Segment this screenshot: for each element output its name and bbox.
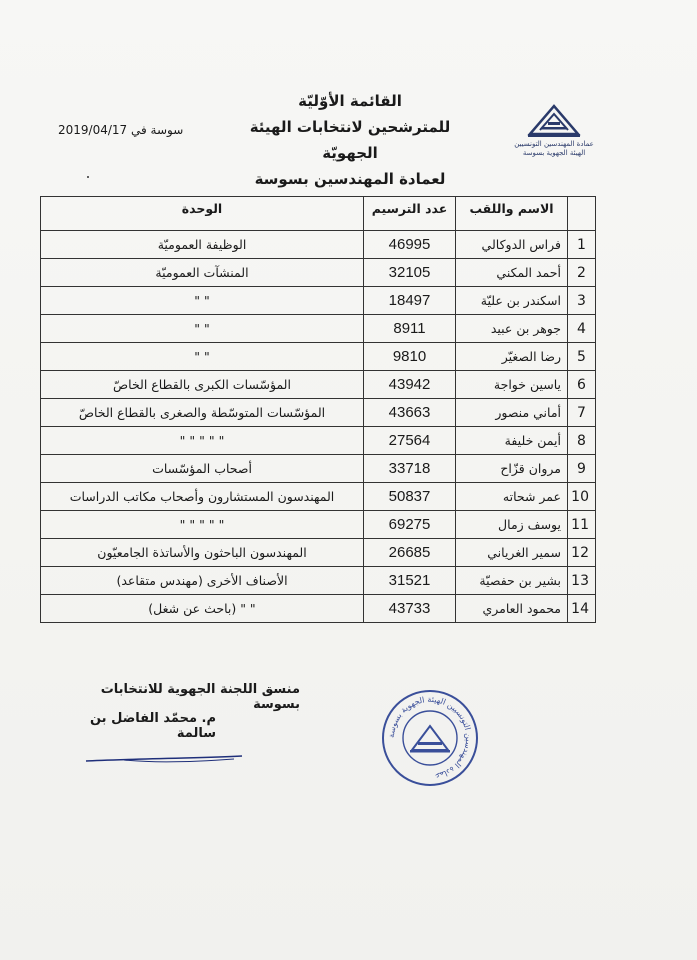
table-row [41,231,596,259]
date-prefix: سوسة في [131,123,184,137]
registration-number: 43942 [364,371,456,399]
row-number: 12 [568,539,596,567]
row-number: 3 [568,287,596,315]
row-number: 8 [568,427,596,455]
coordinator-name: م. محمّد الفاضل بن سالمة [89,711,216,741]
table-row [41,595,596,623]
unit-category: المهندسون المستشارون وأصحاب مكاتب الدراسات [41,483,364,511]
candidate-name: جوهر بن عبيد [456,315,568,343]
row-number: 13 [568,567,596,595]
title-line-2: للمترشحين لانتخابات الهيئة الجهويّة [249,118,451,162]
official-stamp [380,688,480,788]
unit-category: " " " " " [41,511,364,539]
row-number: 11 [568,511,596,539]
unit-category: " " (باحث عن شغل) [41,595,364,623]
row-number: 6 [568,371,596,399]
title-line-3: لعمادة المهندسين بسوسة [254,170,446,188]
registration-number: 32105 [364,259,456,287]
unit-category: أصحاب المؤسّسات [41,455,364,483]
candidate-name: فراس الدوكالي [456,231,568,259]
header-unit: الوحدة [41,197,364,231]
unit-category: المنشآت العموميّة [41,259,364,287]
registration-number: 33718 [364,455,456,483]
header-name: الاسم واللقب [456,197,568,231]
candidate-name: سمير الغرياني [456,539,568,567]
handwritten-signature [84,745,244,769]
registration-number: 43663 [364,399,456,427]
logo-caption-name: عمادة المهندسين التونسيين [514,140,594,148]
logo-emblem-icon [526,100,582,140]
coordinator-title: منسق اللجنة الجهوية للانتخابات بسوسة [100,682,300,712]
candidate-name: يوسف زمال [456,511,568,539]
unit-category: المؤسّسات المتوسّطة والصغرى بالقطاع الخاصّ [41,399,364,427]
table-row [41,343,596,371]
table-row [41,483,596,511]
unit-category: " " [41,315,364,343]
unit-category: الوظيفة العموميّة [41,231,364,259]
table-row [41,539,596,567]
row-number: 14 [568,595,596,623]
table-header-row [41,197,596,231]
unit-category: " " [41,287,364,315]
registration-number: 50837 [364,483,456,511]
unit-category: المهندسون الباحثون والأساتذة الجامعيّون [41,539,364,567]
table-row [41,287,596,315]
row-number: 7 [568,399,596,427]
registration-number: 69275 [364,511,456,539]
table-row [41,567,596,595]
logo-caption-region: الهيئة الجهوية بسوسة [522,149,586,157]
header-number [568,197,596,231]
unit-category: الأصناف الأخرى (مهندس متقاعد) [41,567,364,595]
row-number: 2 [568,259,596,287]
date-value: 2019/04/17 [58,123,128,137]
header-registration: عدد الترسيم [364,197,456,231]
row-number: 5 [568,343,596,371]
candidate-name: محمود العامري [456,595,568,623]
registration-number: 8911 [364,315,456,343]
table-row [41,315,596,343]
candidate-name: رضا الصغيّر [456,343,568,371]
table-row [41,511,596,539]
candidate-name: بشير بن حفصيّة [456,567,568,595]
registration-number: 31521 [364,567,456,595]
unit-category: " " " " " [41,427,364,455]
document-title [230,88,470,192]
candidate-name: مروان قزّاح [456,455,568,483]
candidate-name: أماني منصور [456,399,568,427]
table-row [41,371,596,399]
registration-number: 26685 [364,539,456,567]
date-line [58,123,183,137]
candidate-name: أيمن خليفة [456,427,568,455]
candidate-name: عمر شحاته [456,483,568,511]
svg-text:عمادة المهندسين التونسيين الهي: عمادة المهندسين التونسيين الهيئة الجهوية بسوسة [386,694,474,781]
candidate-name: اسكندر بن عليّة [456,287,568,315]
table-row [41,455,596,483]
registration-number: 18497 [364,287,456,315]
table-row [41,399,596,427]
candidate-name: أحمد المكني [456,259,568,287]
registration-number: 46995 [364,231,456,259]
table-row [41,259,596,287]
row-number: 10 [568,483,596,511]
title-line-1: القائمة الأوّليّة [298,92,402,110]
row-number: 4 [568,315,596,343]
registration-number: 43733 [364,595,456,623]
registration-number: 9810 [364,343,456,371]
unit-category: المؤسّسات الكبرى بالقطاع الخاصّ [41,371,364,399]
row-number: 1 [568,231,596,259]
row-number: 9 [568,455,596,483]
ink-dot [87,176,89,178]
candidate-name: ياسين خواجة [456,371,568,399]
candidates-table [40,196,596,623]
engineers-order-logo [514,100,594,170]
unit-category: " " [41,343,364,371]
table-row [41,427,596,455]
registration-number: 27564 [364,427,456,455]
